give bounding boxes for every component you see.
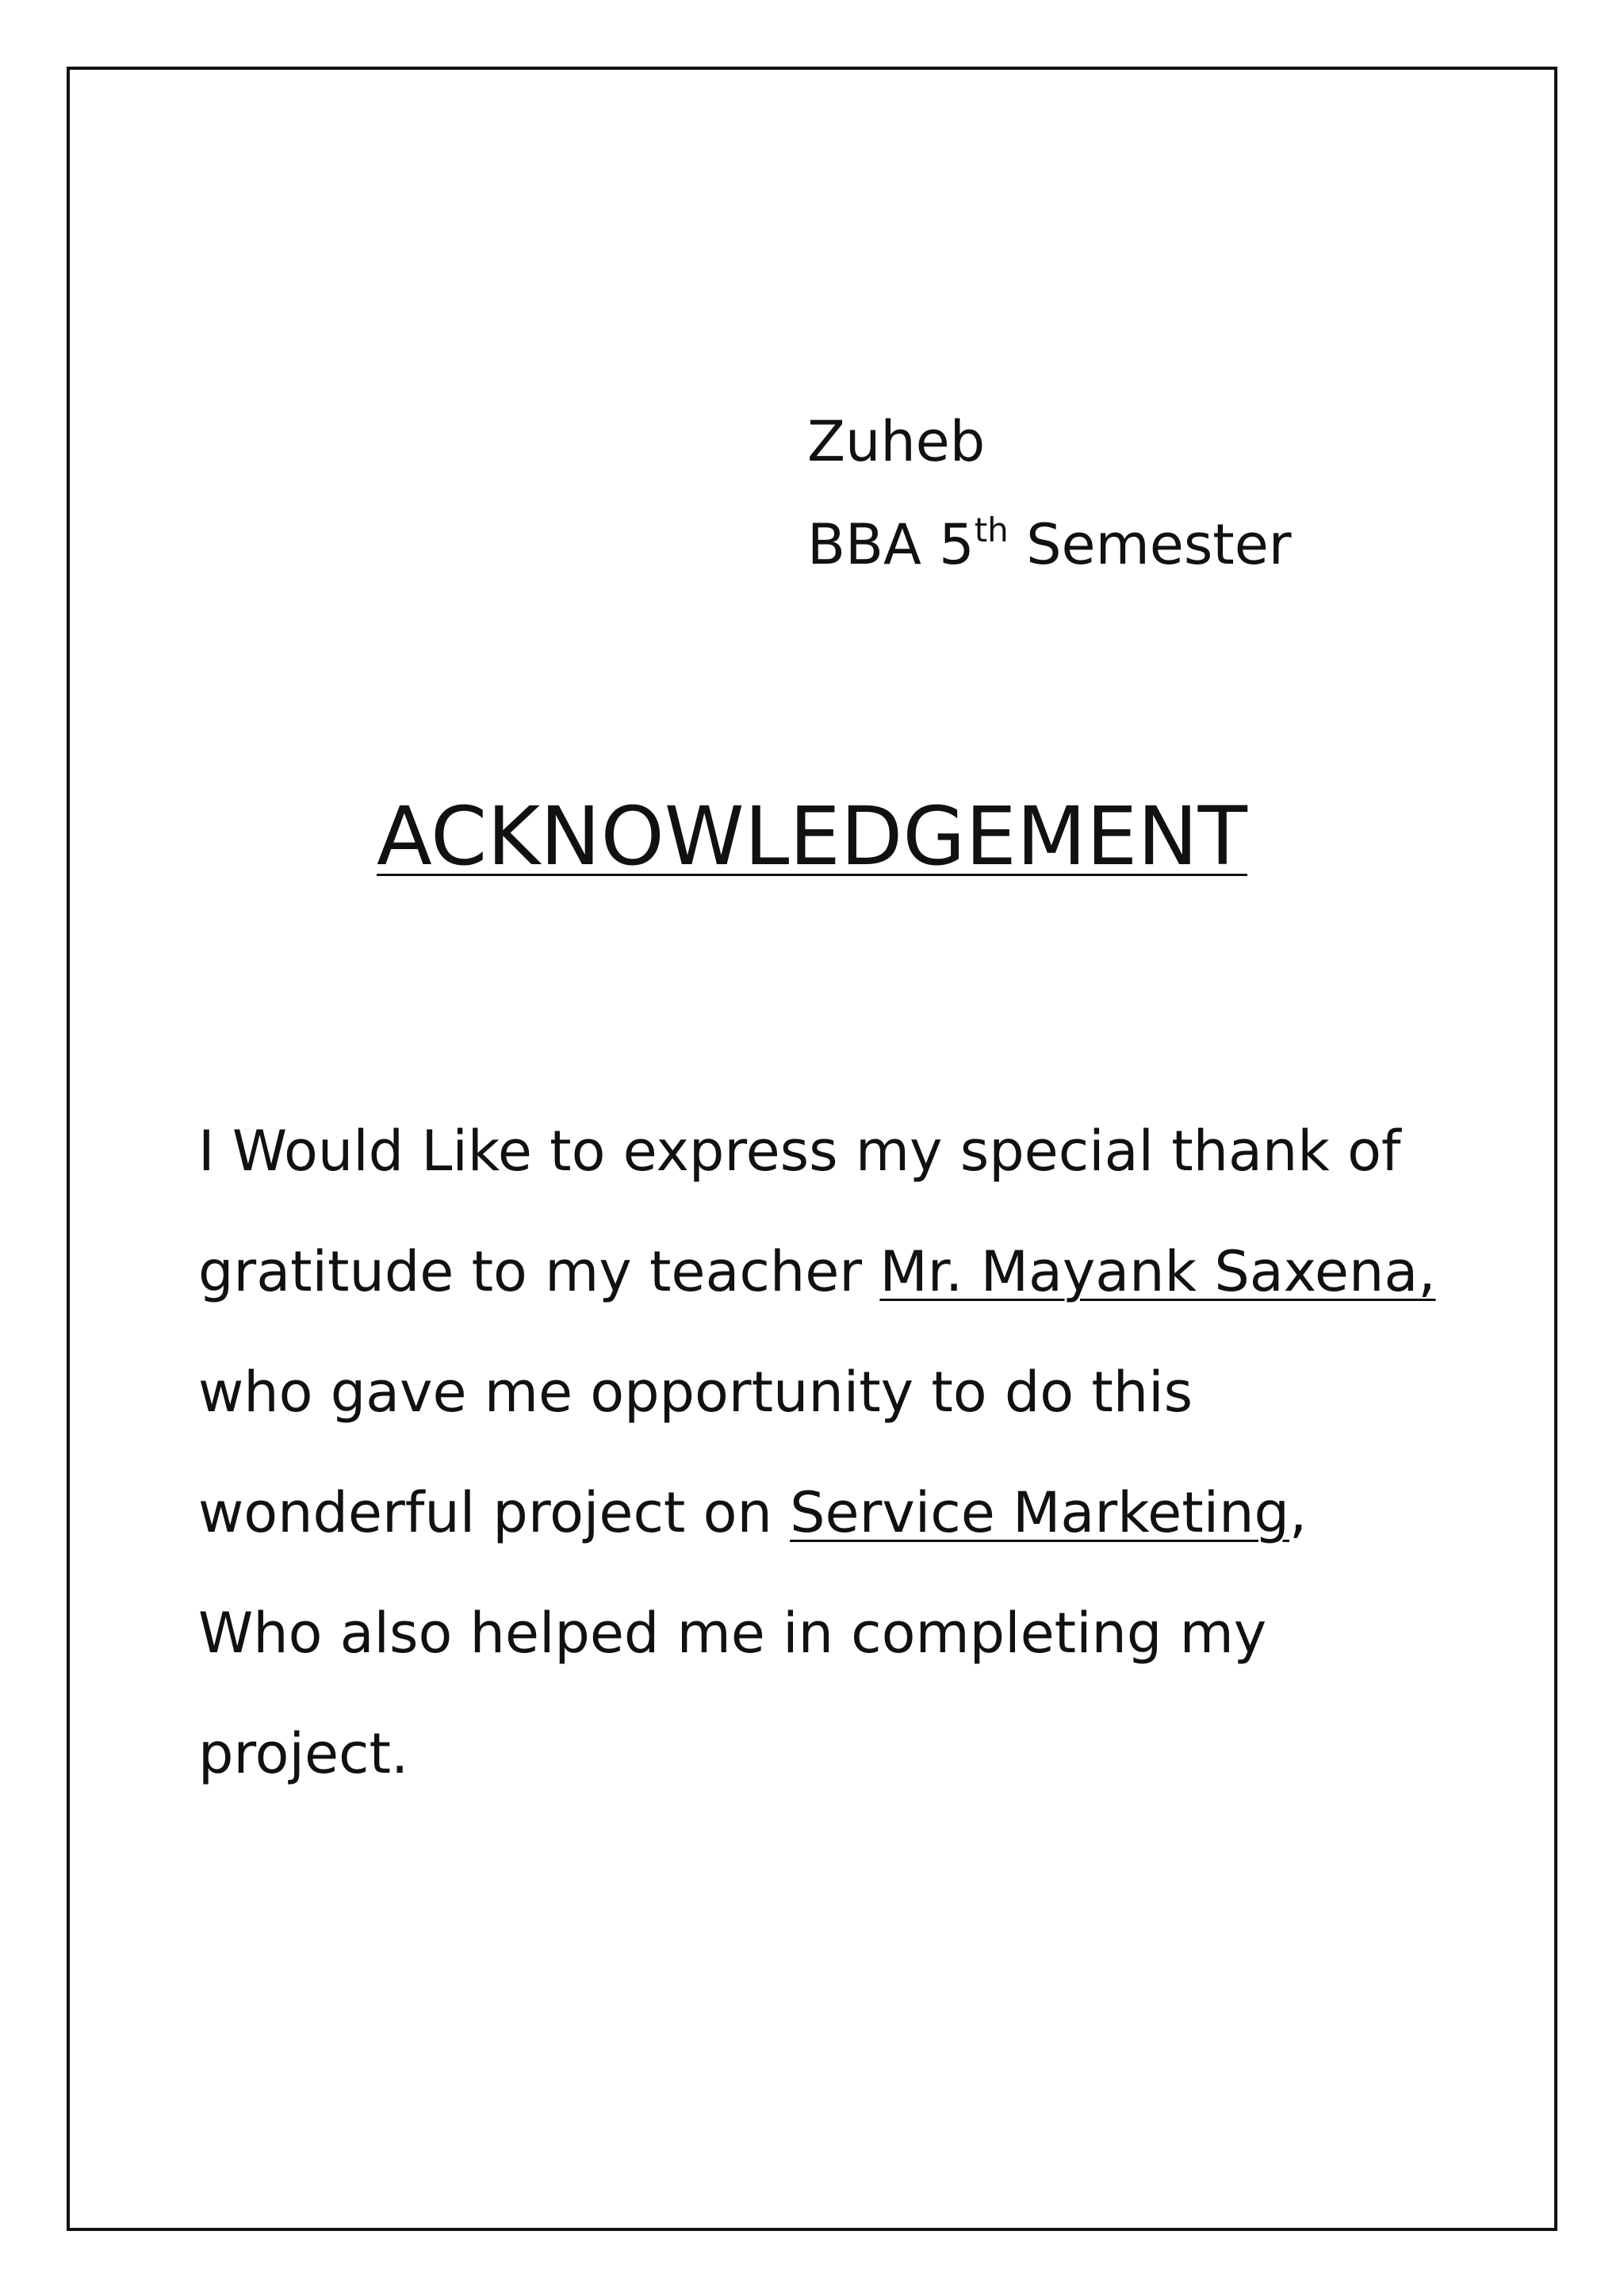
author-block <box>807 409 1292 577</box>
body-line-5: Who also helped me in completing my <box>198 1601 1267 1666</box>
body-line-2-prefix: gratitude to my teacher <box>198 1239 880 1304</box>
teacher-name: Mr. Mayank Saxena, <box>879 1239 1436 1304</box>
class-superscript: th <box>974 511 1009 549</box>
class-prefix: BBA 5 <box>807 512 975 577</box>
body-line-4-prefix: wonderful project on <box>198 1480 791 1545</box>
body-line-4-suffix: , <box>1289 1480 1308 1545</box>
title-text: ACKNOWLEDGEMENT <box>377 790 1247 884</box>
body-line-6: project. <box>198 1721 409 1786</box>
author-name: Zuheb <box>807 409 986 474</box>
author-class <box>807 511 1292 577</box>
acknowledgement-body <box>198 1091 1435 1814</box>
project-subject: Service Marketing <box>790 1480 1289 1545</box>
class-suffix: Semester <box>1008 512 1292 577</box>
body-line-1: I Would Like to express my special thank of <box>198 1119 1401 1184</box>
body-line-4 <box>198 1452 1435 1573</box>
page-title <box>0 790 1624 884</box>
body-line-3: who gave me opportunity to do this <box>198 1360 1193 1425</box>
body-line-2 <box>198 1211 1435 1332</box>
